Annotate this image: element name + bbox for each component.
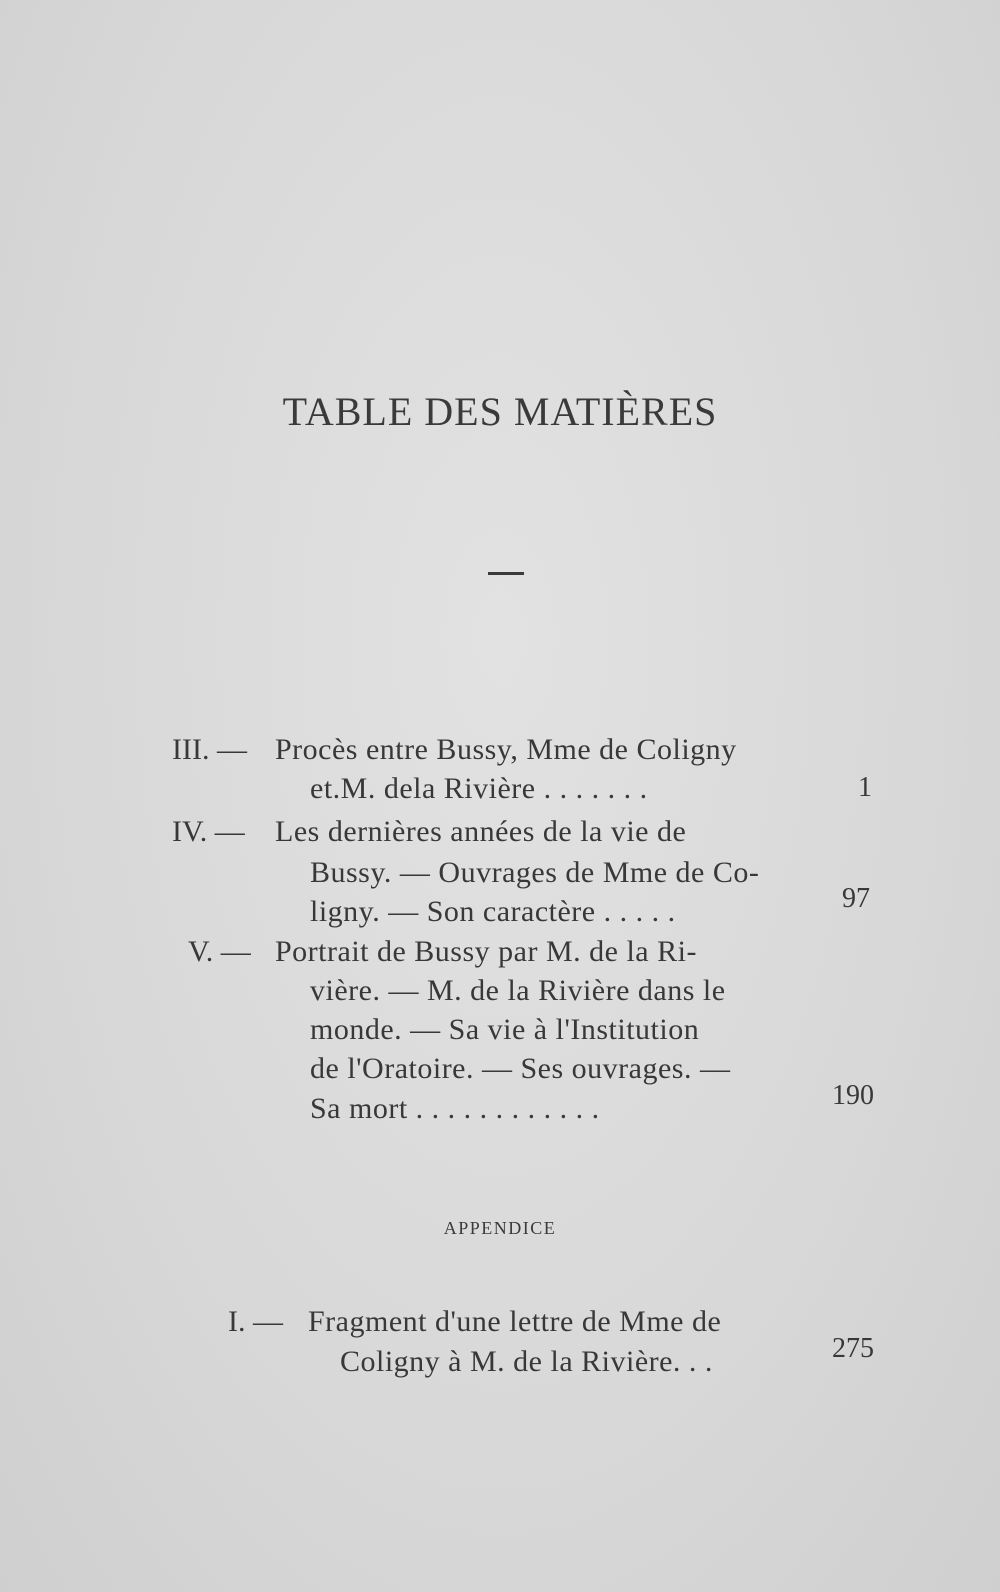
entry-line: vière. — M. de la Rivière dans le bbox=[310, 974, 726, 1007]
entry-page-number: 190 bbox=[832, 1080, 874, 1111]
appendix-heading: APPENDICE bbox=[443, 1218, 557, 1238]
entry-line: Sa mort . . . . . . . . . . . . bbox=[310, 1092, 600, 1125]
entry-page-number: 275 bbox=[832, 1333, 874, 1364]
entry-line: Portrait de Bussy par M. de la Ri- bbox=[275, 935, 697, 968]
entry-line: Procès entre Bussy, Mme de Coligny bbox=[275, 733, 737, 766]
page-title: TABLE DES MATIÈRES bbox=[282, 389, 718, 434]
entry-page-number: 1 bbox=[858, 772, 872, 803]
entry-number: V. — bbox=[188, 935, 251, 968]
entry-line: ligny. — Son caractère . . . . . bbox=[310, 895, 676, 928]
entry-line: Fragment d'une lettre de Mme de bbox=[308, 1305, 722, 1338]
entry-page-number: 97 bbox=[842, 883, 870, 914]
entry-line: et.M. dela Rivière . . . . . . . bbox=[310, 772, 648, 805]
entry-line: monde. — Sa vie à l'Institution bbox=[310, 1013, 700, 1046]
entry-line: de l'Oratoire. — Ses ouvrages. — bbox=[310, 1052, 731, 1085]
entry-line: Bussy. — Ouvrages de Mme de Co- bbox=[310, 856, 760, 889]
entry-number: IV. — bbox=[172, 815, 245, 848]
entry-number: III. — bbox=[172, 733, 247, 766]
entry-line: Coligny à M. de la Rivière. . . bbox=[340, 1345, 713, 1378]
entry-line: Les dernières années de la vie de bbox=[275, 815, 687, 848]
entry-number: I. — bbox=[228, 1305, 283, 1338]
title-rule bbox=[488, 572, 524, 575]
